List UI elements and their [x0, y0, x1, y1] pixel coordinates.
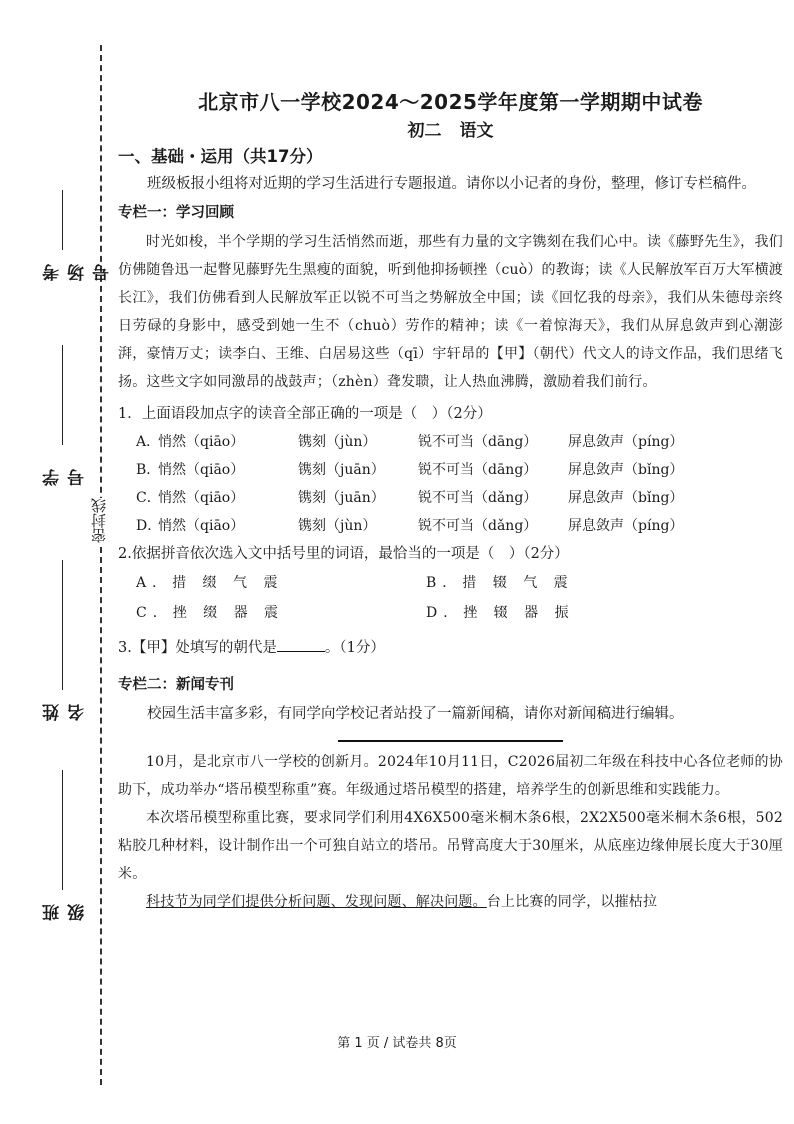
- seal-dashed-line: [100, 45, 102, 1085]
- q3-answer-blank[interactable]: [277, 637, 325, 652]
- exam-room-blank[interactable]: [62, 190, 63, 250]
- q1-option-word: 锐不可当（dāng）: [418, 462, 538, 478]
- q1-option-word: 屏息敛声（bǐng）: [568, 462, 684, 478]
- q1-option-c[interactable]: [118, 484, 783, 512]
- seal-line-label: 密封线: [90, 498, 112, 543]
- q1-option-word: 悄然（qiāo）: [158, 518, 245, 534]
- q1-option-letter: B．: [136, 462, 161, 478]
- q1-option-a[interactable]: [118, 428, 783, 456]
- news-underlined-sentence: 科技节为同学们提供分析问题、发现问题、解决问题。: [146, 894, 487, 910]
- page-footer: 第 1 页 / 试卷共 8页: [337, 1036, 457, 1051]
- q1-option-word: 屏息敛声（píng）: [568, 518, 684, 534]
- student-id-blank[interactable]: [62, 345, 63, 445]
- question-2-stem: 2.依据拼音依次选入文中括号里的词语，最恰当的一项是（ ）（2分）: [118, 546, 569, 562]
- news-paragraph-3: [118, 888, 783, 916]
- section-1-intro: 班级板报小组将对近期的学习生活进行专题报道。请你以小记者的身份，整理，修订专栏稿件。: [147, 176, 756, 192]
- news-headline-blank[interactable]: [338, 740, 563, 742]
- section-1-title: 一、基础・运用（共17分）: [118, 147, 323, 166]
- q2-option-c[interactable]: C．挫 缀 器 震: [136, 605, 285, 621]
- class-label: 班级: [43, 900, 88, 921]
- column-2-intro: 校园生活丰富多彩，有同学向学校记者站投了一篇新闻稿，请你对新闻稿进行编辑。: [147, 706, 684, 722]
- column-2-title: 专栏二：新闻专刊: [118, 677, 234, 693]
- q1-option-b[interactable]: [118, 456, 783, 484]
- news-paragraph-3-text: 台上比赛的同学，以摧枯拉: [486, 894, 658, 910]
- question-3: [118, 634, 783, 662]
- q1-option-word: 屏息敛声（píng）: [568, 434, 684, 450]
- class-blank[interactable]: [62, 770, 63, 890]
- q1-option-word: 镌刻（juān）: [298, 462, 385, 478]
- q1-option-word: 镌刻（jùn）: [298, 518, 377, 534]
- q1-option-word: 锐不可当（dāng）: [418, 434, 538, 450]
- q1-option-word: 悄然（qiāo）: [158, 434, 245, 450]
- q1-option-word: 屏息敛声（bǐng）: [568, 490, 684, 506]
- exam-content: [118, 88, 783, 916]
- q3-prefix: 3.【甲】处填写的朝代是: [118, 640, 277, 656]
- q2-option-a[interactable]: A．措 缀 气 震: [136, 575, 284, 591]
- q1-option-letter: A．: [136, 434, 161, 450]
- q1-option-d[interactable]: [118, 512, 783, 540]
- student-name-blank[interactable]: [62, 560, 63, 690]
- q2-option-d[interactable]: D．挫 辍 器 振: [426, 605, 575, 621]
- exam-room-label: 考场号: [43, 260, 113, 281]
- q2-options-row-1: [118, 568, 783, 598]
- q1-option-word: 镌刻（juān）: [298, 490, 385, 506]
- q1-option-letter: C．: [136, 490, 161, 506]
- student-name-label: 姓名: [43, 700, 88, 721]
- column-1-title: 专栏一：学习回顾: [118, 205, 234, 221]
- q2-options-row-2: [118, 598, 783, 628]
- q1-option-word: 锐不可当（dǎng）: [418, 518, 538, 534]
- q1-option-letter: D．: [136, 518, 162, 534]
- q3-suffix: 。（1分）: [324, 640, 385, 656]
- student-id-label: 学号: [43, 465, 88, 486]
- q1-option-word: 悄然（qiāo）: [158, 462, 245, 478]
- news-paragraph-1: 10月，是北京市八一学校的创新月。2024年10月11日，C2026届初二年级在科技中心各位老师的协助下，成功举办“塔吊模型称重”赛。年级通过塔吊模型的搭建，培养学生的创新思维和实践能力。: [118, 754, 783, 798]
- column-1-paragraph: 时光如梭，半个学期的学习生活悄然而逝，那些有力量的文字镌刻在我们心中。读《藤野先生》，我们仿佛随鲁迅一起瞥见藤野先生黑瘦的面貌，听到他抑扬顿挫（cuò）的教诲；读《人民解放军百万大军横渡长江》，我们仿佛看到人民解放军正以锐不可当之势解放全中国；读《回忆我的母亲》，我们从朱德母亲终日劳碌的身影中，感受到她一生不（chuò）劳作的精神；读《一着惊海天》，我们从屏息敛声到心潮澎湃，豪情万丈；读李白、王维、白居易这些（qī）宇轩昂的【甲】（朝代）代文人的诗文作品，我们思绪飞扬。这些文字如同激昂的战鼓声；（zhèn）聋发聩，让人热血沸腾，激励着我们前行。: [118, 234, 783, 390]
- q1-option-word: 悄然（qiāo）: [158, 490, 245, 506]
- q1-option-word: 镌刻（jùn）: [298, 434, 377, 450]
- exam-subtitle: 初二 语文: [407, 121, 494, 141]
- news-paragraph-2: 本次塔吊模型称重比赛，要求同学们利用4X6X500毫米桐木条6根，2X2X500毫米桐木条6根，502粘胶几种材料，设计制作出一个可独自站立的塔吊。吊臂高度大于30厘米，从底座边缘伸展长度大于30厘米。: [118, 810, 783, 882]
- q2-option-b[interactable]: B．措 辍 气 震: [426, 575, 574, 591]
- question-1-stem: 1．上面语段加点字的读音全部正确的一项是（ ）（2分）: [118, 406, 492, 422]
- q1-option-word: 锐不可当（dǎng）: [418, 490, 538, 506]
- exam-title: 北京市八一学校2024～2025学年度第一学期期中试卷: [198, 90, 703, 114]
